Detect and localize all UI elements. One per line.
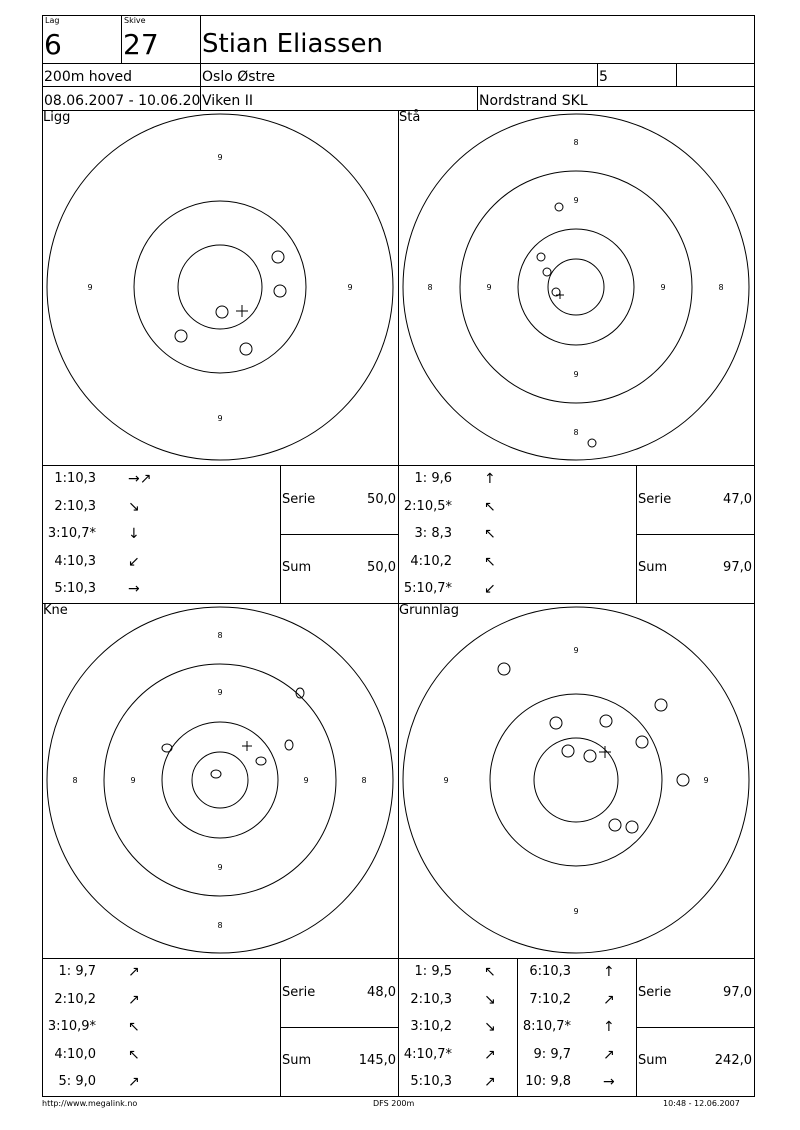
kne-sum-value: 145,0 <box>358 1053 396 1068</box>
grunnlag-shot-10: 10: 9,8 <box>525 1074 571 1089</box>
grunnlag-shot-2: 2:10,3 <box>410 992 452 1007</box>
grunnlag-shot-6-direction-icon: ↑ <box>603 964 615 980</box>
svg-text:9: 9 <box>573 370 579 379</box>
panel-title-grunnlag: Grunnlag <box>399 603 459 618</box>
svg-text:8: 8 <box>217 921 223 930</box>
grunnlag-shot-3-direction-icon: ↘ <box>484 1019 496 1035</box>
svg-text:8: 8 <box>573 138 579 147</box>
svg-text:8: 8 <box>361 776 367 785</box>
grunnlag-shot-4-direction-icon: ↗ <box>484 1047 496 1063</box>
grunnlag-shot-7: 7:10,2 <box>529 992 571 1007</box>
svg-text:9: 9 <box>573 646 579 655</box>
ligg-shot-2: 2:10,3 <box>54 499 96 514</box>
grunnlag-shot-2-direction-icon: ↘ <box>484 992 496 1008</box>
kne-shot-5: 5: 9,0 <box>58 1074 96 1089</box>
svg-text:9: 9 <box>443 776 449 785</box>
ligg-serie-label: Serie <box>282 492 316 507</box>
sta-shot-5: 5:10,7* <box>403 581 452 596</box>
svg-text:8: 8 <box>72 776 78 785</box>
svg-text:8: 8 <box>573 428 579 437</box>
svg-text:9: 9 <box>573 907 579 916</box>
sta-shot-5-direction-icon: ↙ <box>484 581 496 597</box>
ligg-shot-3: 3:10,7* <box>47 526 96 541</box>
kne-shot-1: 1: 9,7 <box>58 964 96 979</box>
svg-text:9: 9 <box>217 414 223 423</box>
kne-shot-1-direction-icon: ↗ <box>128 964 140 980</box>
ligg-shot-4: 4:10,3 <box>54 554 96 569</box>
svg-text:9: 9 <box>573 196 579 205</box>
sta-shot-1: 1: 9,6 <box>414 471 452 486</box>
grunnlag-shot-5: 5:10,3 <box>410 1074 452 1089</box>
skive-label: Skive <box>124 16 146 25</box>
grunnlag-shot-9-direction-icon: ↗ <box>603 1047 615 1063</box>
svg-text:9: 9 <box>87 283 93 292</box>
panel-title-sta: Stå <box>399 110 421 125</box>
kne-shot-3-direction-icon: ↖ <box>128 1019 140 1035</box>
svg-text:9: 9 <box>130 776 136 785</box>
grunnlag-shot-9: 9: 9,7 <box>533 1047 571 1062</box>
grunnlag-serie-label: Serie <box>638 985 672 1000</box>
grunnlag-sum-label: Sum <box>638 1053 668 1068</box>
ligg-sum-value: 50,0 <box>367 560 396 575</box>
kne-sum-label: Sum <box>282 1053 312 1068</box>
svg-text:9: 9 <box>217 863 223 872</box>
svg-text:9: 9 <box>347 283 353 292</box>
grunnlag-shot-4: 4:10,7* <box>403 1047 452 1062</box>
svg-text:8: 8 <box>718 283 724 292</box>
panel-title-kne: Kne <box>43 603 68 618</box>
grunnlag-shot-5-direction-icon: ↗ <box>484 1074 496 1090</box>
svg-text:8: 8 <box>217 631 223 640</box>
grunnlag-shot-3: 3:10,2 <box>410 1019 452 1034</box>
footer-center: DFS 200m <box>373 1099 415 1108</box>
kne-shot-5-direction-icon: ↗ <box>128 1074 140 1090</box>
grunnlag-shot-7-direction-icon: ↗ <box>603 992 615 1008</box>
sta-shot-2-direction-icon: ↖ <box>484 499 496 515</box>
sta-serie-value: 47,0 <box>723 492 752 507</box>
grunnlag-shot-8-direction-icon: ↑ <box>603 1019 615 1035</box>
grunnlag-shot-10-direction-icon: → <box>603 1074 615 1090</box>
grunnlag-shot-8: 8:10,7* <box>522 1019 571 1034</box>
footer-url[interactable]: http://www.megalink.no <box>42 1099 138 1108</box>
club-field: Oslo Østre <box>202 69 276 85</box>
svg-text:8: 8 <box>427 283 433 292</box>
ligg-shot-3-direction-icon: ↓ <box>128 526 140 542</box>
grunnlag-shot-6: 6:10,3 <box>529 964 571 979</box>
kne-serie-label: Serie <box>282 985 316 1000</box>
svg-text:9: 9 <box>486 283 492 292</box>
sta-shot-1-direction-icon: ↑ <box>484 471 496 487</box>
grunnlag-serie-value: 97,0 <box>723 985 752 1000</box>
ligg-shot-4-direction-icon: ↙ <box>128 554 140 570</box>
panel-title-ligg: Ligg <box>43 110 71 125</box>
shooter-name: Stian Eliassen <box>202 29 383 59</box>
sta-shot-3-direction-icon: ↖ <box>484 526 496 542</box>
sta-serie-label: Serie <box>638 492 672 507</box>
sta-shot-4-direction-icon: ↖ <box>484 554 496 570</box>
ligg-shot-1-direction-icon: →↗ <box>128 471 152 487</box>
dates-field: 08.06.2007 - 10.06.20 <box>44 93 201 109</box>
sta-sum-label: Sum <box>638 560 668 575</box>
grunnlag-shot-1-direction-icon: ↖ <box>484 964 496 980</box>
lag-label: Lag <box>45 16 60 25</box>
svg-text:9: 9 <box>703 776 709 785</box>
skive-value: 27 <box>123 28 159 61</box>
svg-text:9: 9 <box>217 153 223 162</box>
sta-shot-4: 4:10,2 <box>410 554 452 569</box>
ligg-shot-5: 5:10,3 <box>54 581 96 596</box>
kne-shot-4: 4:10,0 <box>54 1047 96 1062</box>
ligg-sum-label: Sum <box>282 560 312 575</box>
ligg-serie-value: 50,0 <box>367 492 396 507</box>
ligg-shot-1: 1:10,3 <box>54 471 96 486</box>
sta-shot-2: 2:10,5* <box>403 499 452 514</box>
location-field: Viken II <box>202 93 253 109</box>
organizer-field: Nordstrand SKL <box>479 93 588 109</box>
class-field: 200m hoved <box>44 69 133 85</box>
kne-shot-3: 3:10,9* <box>47 1019 96 1034</box>
ligg-shot-2-direction-icon: ↘ <box>128 499 140 515</box>
svg-text:9: 9 <box>303 776 309 785</box>
svg-text:9: 9 <box>660 283 666 292</box>
sta-shot-3: 3: 8,3 <box>414 526 452 541</box>
grunnlag-sum-value: 242,0 <box>714 1053 752 1068</box>
footer-timestamp: 10:48 - 12.06.2007 <box>663 1099 740 1108</box>
kne-shot-2-direction-icon: ↗ <box>128 992 140 1008</box>
sta-sum-value: 97,0 <box>723 560 752 575</box>
grunnlag-shot-1: 1: 9,5 <box>414 964 452 979</box>
kne-shot-2: 2:10,2 <box>54 992 96 1007</box>
ligg-shot-5-direction-icon: → <box>128 581 140 597</box>
lag-value: 6 <box>44 28 62 61</box>
svg-text:9: 9 <box>217 688 223 697</box>
kne-serie-value: 48,0 <box>367 985 396 1000</box>
field-5: 5 <box>599 69 608 85</box>
kne-shot-4-direction-icon: ↖ <box>128 1047 140 1063</box>
